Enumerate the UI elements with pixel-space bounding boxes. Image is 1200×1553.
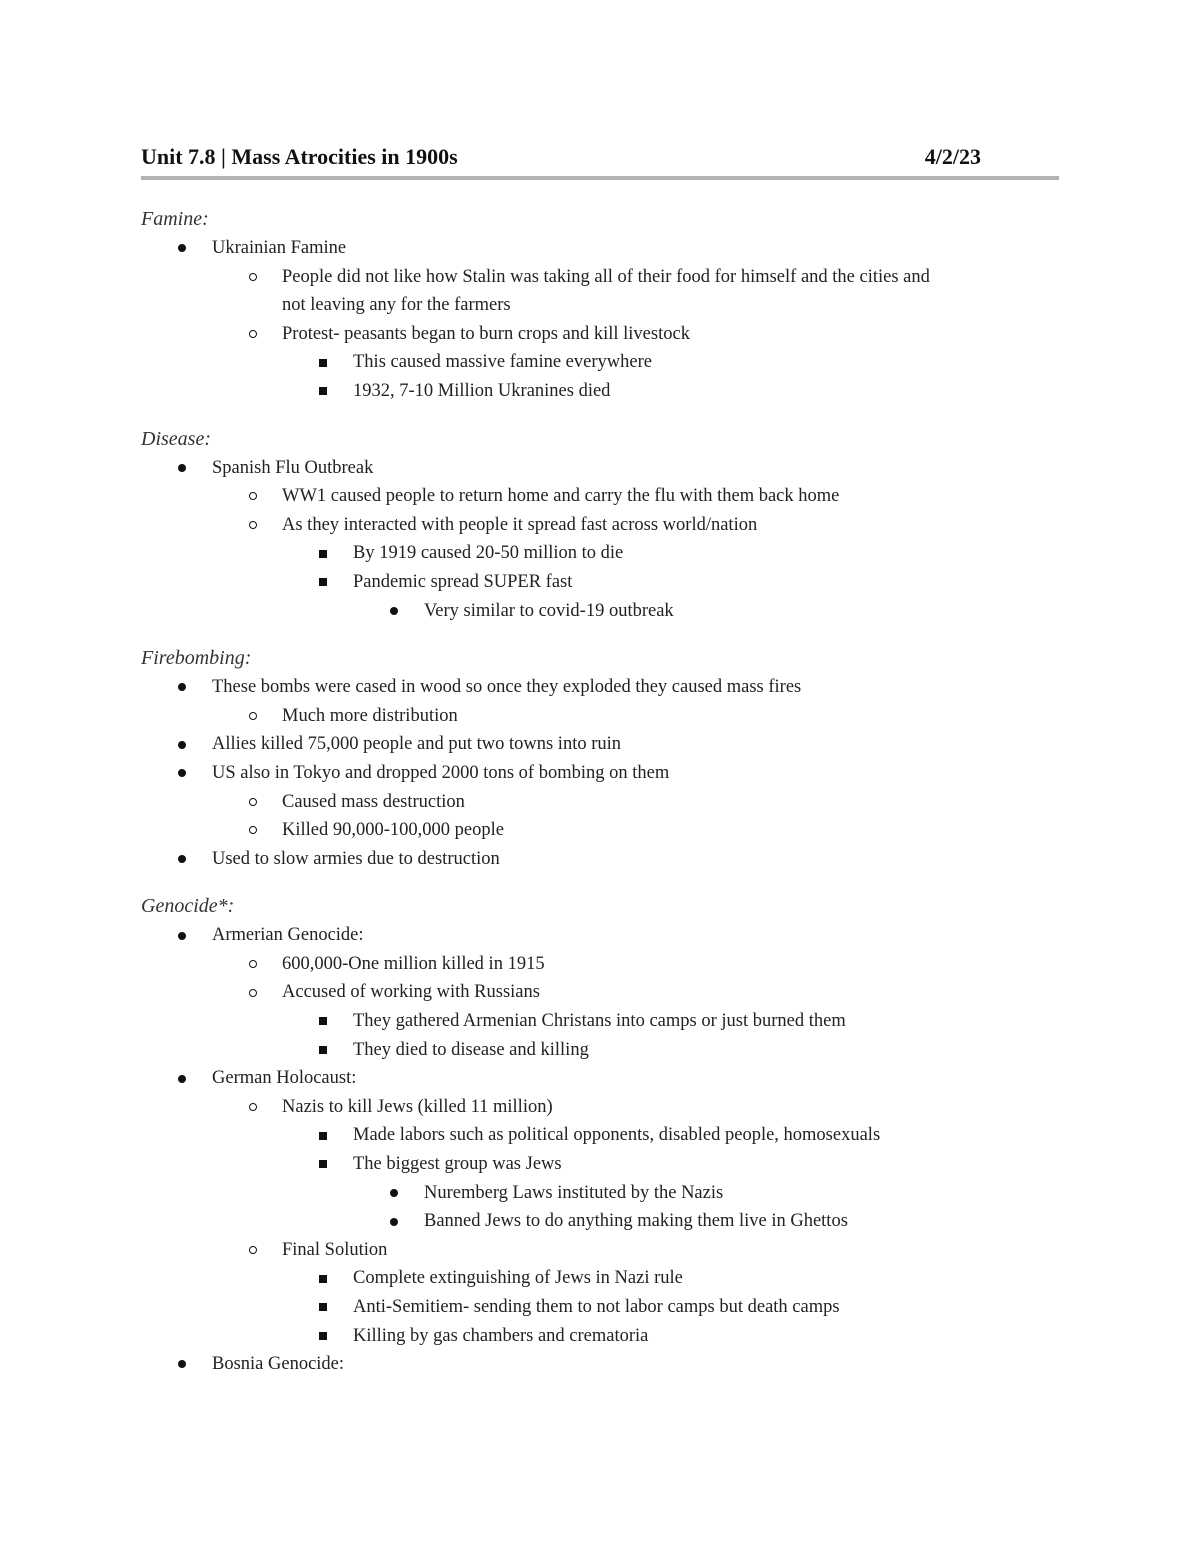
title-row <box>141 140 1059 173</box>
list-item <box>141 320 1059 349</box>
list-item <box>141 234 1059 263</box>
list-item-text: By 1919 caused 20-50 million to die <box>353 543 624 564</box>
hollow-circle-icon <box>249 950 257 979</box>
list-item-text: This caused massive famine everywhere <box>353 352 652 373</box>
filled-square-icon <box>319 348 327 377</box>
filled-circle-icon <box>178 454 186 483</box>
list-item-text: Ukrainian Famine <box>212 238 347 258</box>
list-item-text: Final Solution <box>282 1239 388 1260</box>
filled-square-icon <box>319 1036 327 1065</box>
list-item <box>141 845 1059 874</box>
filled-circle-icon <box>178 1064 186 1093</box>
section-heading: Disease: <box>141 427 211 450</box>
list-item <box>141 1236 1059 1265</box>
list-item-text: Armerian Genocide: <box>212 925 364 946</box>
list-item-text: Much more distribution <box>282 705 458 726</box>
list-item <box>141 291 1059 320</box>
list-item-text: US also in Tokyo and dropped 2000 tons of bombing on them <box>212 762 670 783</box>
section-spacer <box>141 625 1059 644</box>
filled-square-icon <box>319 1264 327 1293</box>
list-item <box>141 1121 1059 1150</box>
filled-circle-icon <box>178 759 186 788</box>
section-spacer <box>141 873 1059 892</box>
list-item-text: WW1 caused people to return home and carry the flu with them back home <box>282 486 840 507</box>
filled-circle-icon <box>178 234 186 263</box>
list-item <box>141 1207 1059 1236</box>
list-item-text: Banned Jews to do anything making them live in Ghettos <box>424 1211 848 1232</box>
list-item <box>141 511 1059 540</box>
list-item <box>141 730 1059 759</box>
hollow-circle-icon <box>249 788 257 817</box>
list-item-text: Used to slow armies due to destruction <box>212 848 500 869</box>
list-item <box>141 1322 1059 1351</box>
list-item-text: Anti-Semitiem- sending them to not labor camps but death camps <box>353 1297 840 1317</box>
list-item-text: Caused mass destruction <box>282 791 465 812</box>
list-item <box>141 759 1059 788</box>
hollow-circle-icon <box>249 978 257 1007</box>
section-heading: Genocide*: <box>141 895 235 918</box>
filled-square-icon <box>319 1150 327 1179</box>
list-item-text: People did not like how Stalin was taking all of their food for himself and the cities and <box>282 266 930 287</box>
list-item-text: The biggest group was Jews <box>353 1154 562 1175</box>
list-item-text: not leaving any for the farmers <box>282 295 511 316</box>
filled-circle-icon <box>178 921 186 950</box>
list-item <box>141 702 1059 731</box>
list-item <box>141 1179 1059 1208</box>
section-heading: Famine: <box>141 208 209 230</box>
list-item <box>141 377 1059 406</box>
list-item-text: Pandemic spread SUPER fast <box>353 571 573 592</box>
list-item-text: German Holocaust: <box>212 1068 357 1089</box>
list-item <box>141 1293 1059 1322</box>
page-date: 4/2/23 <box>924 144 981 169</box>
list-item-text: Complete extinguishing of Jews in Nazi rule <box>353 1268 683 1289</box>
section <box>141 425 1059 626</box>
list-item-text: They gathered Armenian Christans into camps or just burned them <box>353 1011 846 1032</box>
hollow-circle-icon <box>249 1093 257 1122</box>
list-item-text: Very similar to covid-19 outbreak <box>424 600 674 621</box>
filled-square-icon <box>319 377 327 406</box>
list-item-text: Allies killed 75,000 people and put two towns into ruin <box>212 734 622 755</box>
list-item <box>141 482 1059 511</box>
list-item <box>141 1350 1059 1379</box>
bullet-list <box>141 454 1059 626</box>
list-item <box>141 978 1059 1007</box>
list-item <box>141 568 1059 597</box>
list-item-text: 1932, 7-10 Million Ukranines died <box>353 380 611 401</box>
list-item <box>141 263 1059 292</box>
list-item <box>141 539 1059 568</box>
section <box>141 205 1059 406</box>
list-item <box>141 1064 1059 1093</box>
filled-square-icon <box>319 1293 327 1322</box>
list-item <box>141 816 1059 845</box>
filled-circle-icon <box>178 730 186 759</box>
hollow-circle-icon <box>249 816 257 845</box>
list-item-text: Killed 90,000-100,000 people <box>282 820 504 841</box>
hollow-circle-icon <box>249 702 257 731</box>
list-item <box>141 1150 1059 1179</box>
hollow-circle-icon <box>249 511 257 540</box>
section <box>141 892 1059 1379</box>
filled-square-icon <box>319 539 327 568</box>
list-item <box>141 1093 1059 1122</box>
list-item-text: Made labors such as political opponents, disabled people, homosexuals <box>353 1125 881 1146</box>
list-item-text: Protest- peasants began to burn crops and kill livestock <box>282 323 690 344</box>
section <box>141 644 1059 873</box>
bullet-list <box>141 234 1059 406</box>
list-item-text: These bombs were cased in wood so once they exploded they caused mass fires <box>212 677 802 698</box>
filled-circle-icon <box>390 1179 398 1208</box>
list-item <box>141 788 1059 817</box>
list-item <box>141 1007 1059 1036</box>
list-item-text: Nazis to kill Jews (killed 11 million) <box>282 1096 553 1117</box>
document-page <box>141 140 1059 1379</box>
list-item <box>141 348 1059 377</box>
list-item <box>141 950 1059 979</box>
section-spacer <box>141 406 1059 425</box>
filled-circle-icon <box>178 673 186 702</box>
page-title: Unit 7.8 | Mass Atrocities in 1900s <box>141 144 458 169</box>
list-item-text: Spanish Flu Outbreak <box>212 457 374 478</box>
list-item-text: As they interacted with people it spread fast across world/nation <box>282 514 758 535</box>
list-item <box>141 1036 1059 1065</box>
filled-circle-icon <box>178 1350 186 1379</box>
filled-square-icon <box>319 1121 327 1150</box>
list-item-text: Accused of working with Russians <box>282 982 540 1003</box>
bullet-list <box>141 921 1059 1379</box>
notes-body <box>141 205 1059 1379</box>
hollow-circle-icon <box>249 1236 257 1265</box>
list-item-text: Killing by gas chambers and crematoria <box>353 1325 649 1346</box>
list-item-text: 600,000-One million killed in 1915 <box>282 953 545 974</box>
bullet-list <box>141 673 1059 873</box>
list-item <box>141 454 1059 483</box>
filled-square-icon <box>319 1007 327 1036</box>
filled-circle-icon <box>390 1207 398 1236</box>
filled-circle-icon <box>178 845 186 874</box>
list-item-text: They died to disease and killing <box>353 1039 589 1060</box>
hollow-circle-icon <box>249 482 257 511</box>
list-item <box>141 921 1059 950</box>
list-item <box>141 673 1059 702</box>
list-item <box>141 1264 1059 1293</box>
hollow-circle-icon <box>249 320 257 349</box>
hollow-circle-icon <box>249 263 257 292</box>
filled-square-icon <box>319 568 327 597</box>
section-heading: Firebombing: <box>141 647 252 670</box>
filled-circle-icon <box>390 597 398 626</box>
list-item <box>141 597 1059 626</box>
list-item-text: Nuremberg Laws instituted by the Nazis <box>424 1182 724 1203</box>
list-item-text: Bosnia Genocide: <box>212 1354 345 1375</box>
filled-square-icon <box>319 1322 327 1351</box>
